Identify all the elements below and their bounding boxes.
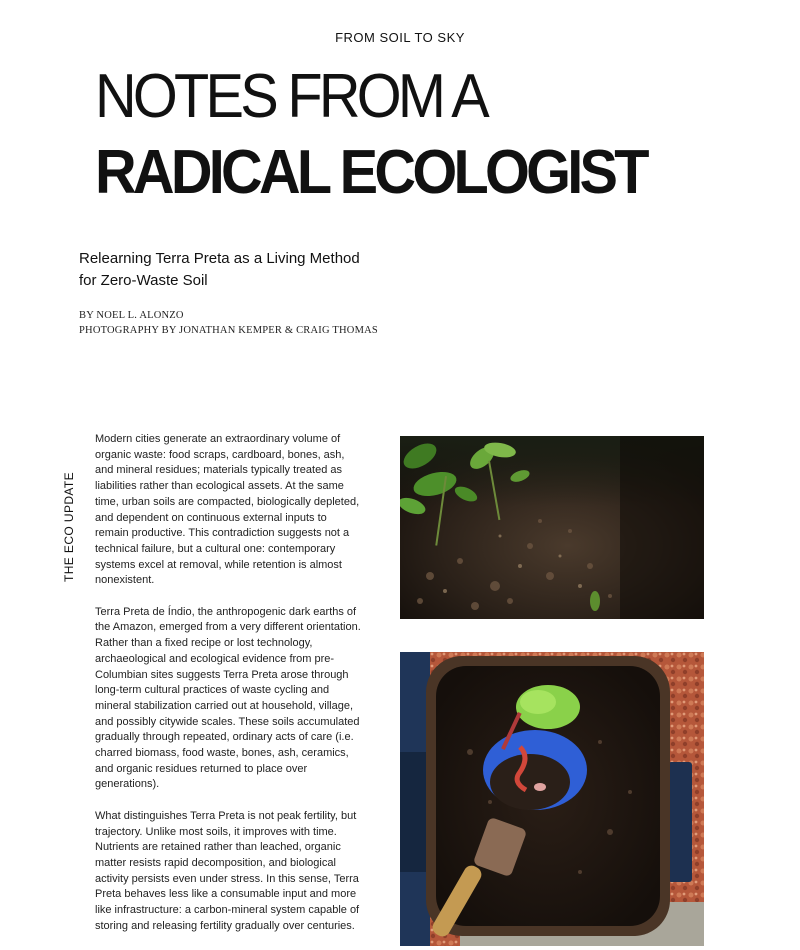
article-deck [79, 248, 399, 292]
body-paragraph-1: Modern cities generate an extraordinary volume of organic waste: food scraps, cardboard, bones, ash, and mineral residues; materials typically treated as liabilities rather than ecological assets. At the same time, urban soils are compacted, biologically depleted, and dependent on continuous external inputs to remain productive. This contradiction suggests not a technical failure, but a cultural one: contemporary systems excel at removal, while retention is almost nonexistent. [95, 433, 360, 587]
author-credit: BY NOEL L. ALONZO [79, 310, 184, 321]
deck-line-2: for Zero-Waste Soil [79, 272, 208, 289]
headline-line-1: NOTES FROM A [95, 62, 487, 131]
soil-seedlings-photo [400, 436, 704, 619]
body-paragraph-2: Terra Preta de Índio, the anthropogenic dark earths of the Amazon, emerged from a very different orientation. Rather than a fixed recipe or lost technology, archaeological and ecological evidence from pre-Columbian sites suggests Terra Preta arose through long-term cultural practices of waste cycling and mineral stabilization carried out at household, village, and possibly citywide scales. These soils accumulated gradually through repeated, ordinary acts of care (i.e. charred biomass, food waste, bones, ash, ceramics, and organic residues returned to place over generations). [95, 605, 361, 791]
body-paragraph-3: What distinguishes Terra Preta is not peak fertility, but trajectory. Unlike most soils, it improves with time. Nutrients are retained rather than leached, organic matter resists rapid decomposition, and biological activity persists even under stress. In this sense, Terra Preta behaves less like a consumable input and more like infrastructure: a carbon-mineral system capable of storing and releasing fertility gradually over centuries. [95, 809, 360, 932]
byline [79, 308, 378, 338]
side-section-label: THE ECO UPDATE [62, 471, 76, 582]
headline-line-2: RADICAL ECOLOGIST [95, 138, 646, 207]
photo-credit: PHOTOGRAPHY BY JONATHAN KEMPER & CRAIG THOMAS [79, 325, 378, 336]
section-kicker: FROM SOIL TO SKY [335, 30, 465, 45]
deck-line-1: Relearning Terra Preta as a Living Method [79, 250, 360, 267]
article-body [95, 432, 363, 950]
compost-pot-photo [400, 652, 704, 946]
